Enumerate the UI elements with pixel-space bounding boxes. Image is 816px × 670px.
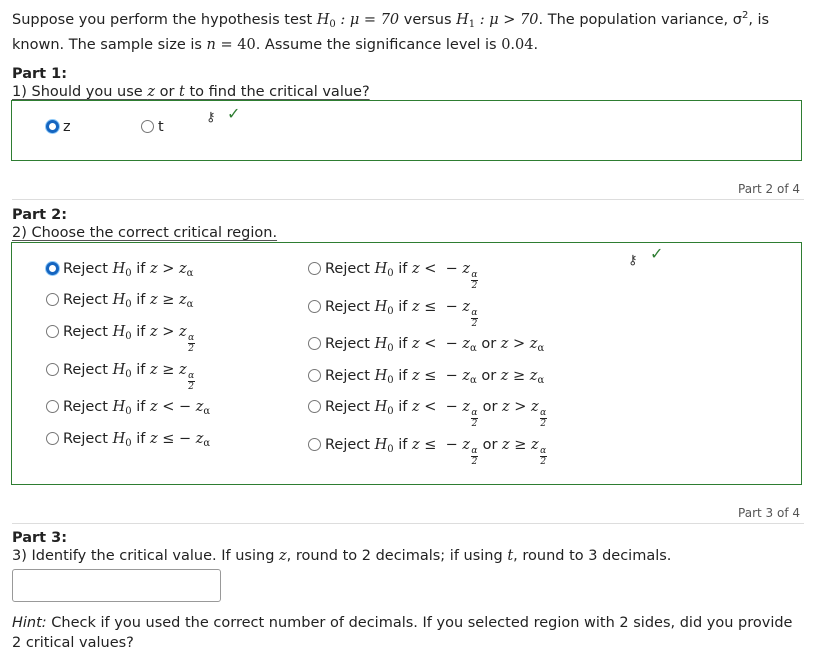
intro-text: known. The sample size is xyxy=(12,36,207,53)
option-text: if xyxy=(393,299,412,315)
option-text: Reject xyxy=(325,399,375,415)
hint-text: 2 critical values? xyxy=(12,635,134,651)
question-text: or xyxy=(154,84,180,100)
radio-unselected[interactable] xyxy=(308,262,321,275)
progress-part2: Part 2 of 4 xyxy=(738,182,800,196)
radio-selected[interactable] xyxy=(46,262,59,275)
option-text: if xyxy=(131,261,150,277)
option-text: if xyxy=(393,261,412,277)
radio-unselected[interactable] xyxy=(46,325,59,338)
radio-unselected[interactable] xyxy=(46,363,59,376)
significance-level: 0.04 xyxy=(501,36,534,53)
option-text: if xyxy=(393,399,412,415)
part1-title: Part 1: xyxy=(12,66,68,82)
section-divider xyxy=(12,199,804,200)
radio-selected[interactable] xyxy=(46,120,59,133)
option-z[interactable] xyxy=(46,119,71,135)
part3-question xyxy=(12,548,671,564)
option-text: Reject xyxy=(63,431,113,447)
option-text: if xyxy=(131,292,150,308)
progress-part3: Part 3 of 4 xyxy=(738,506,800,520)
radio-unselected[interactable] xyxy=(46,432,59,445)
t-symbol: t xyxy=(507,548,514,564)
option-text: if xyxy=(393,336,412,352)
intro-text: Suppose you perform the hypothesis test xyxy=(12,11,317,28)
radio-unselected[interactable] xyxy=(308,337,321,350)
option-t[interactable] xyxy=(141,119,164,135)
region-option-1[interactable]: Reject $H_0$ if $z > z_\alpha$ xyxy=(46,261,193,279)
option-text: Reject xyxy=(325,261,375,277)
h0-symbol: H xyxy=(316,11,330,28)
option-text: if xyxy=(131,324,150,340)
h0-statement: : μ = 70 xyxy=(335,11,400,28)
intro-text: , is xyxy=(748,11,770,28)
radio-unselected[interactable] xyxy=(308,369,321,382)
radio-unselected[interactable] xyxy=(308,438,321,451)
option-text: or xyxy=(477,399,503,415)
h1-symbol: H xyxy=(456,11,469,28)
option-text: Reject xyxy=(63,261,113,277)
region-option-12[interactable]: Reject $H_0$ if z ≤ − z $\frac{\alpha}{2}$ or z ≥ z $\frac{\alpha}{2}$ xyxy=(308,437,547,466)
intro-text: . xyxy=(533,36,539,53)
checkmark-icon: ✓ xyxy=(650,244,664,263)
option-text: or xyxy=(477,437,503,453)
part3-title: Part 3: xyxy=(12,530,68,546)
critical-value-input[interactable] xyxy=(12,569,221,602)
h1-statement: : μ > 70 xyxy=(475,11,539,28)
option-text: if xyxy=(131,431,150,447)
option-text: Reject xyxy=(63,399,113,415)
option-text: Reject xyxy=(325,299,375,315)
intro-text: . The population variance, σ xyxy=(538,11,742,28)
checkmark-icon: ✓ xyxy=(227,104,241,123)
hint-block xyxy=(12,613,792,653)
option-text: or xyxy=(476,368,501,384)
radio-unselected[interactable] xyxy=(308,300,321,313)
question-text: , round to 3 decimals. xyxy=(513,548,672,564)
option-text: Reject xyxy=(325,368,375,384)
hint-label: Hint: xyxy=(12,615,47,631)
key-icon[interactable]: ⚷ xyxy=(628,253,638,268)
region-option-6[interactable]: Reject $H_0$ if z ≤ − $z_\alpha$ xyxy=(46,431,210,449)
region-option-8[interactable]: Reject $H_0$ if z ≤ − z $\frac{\alpha}{2}$ xyxy=(308,299,478,328)
option-text: Reject xyxy=(325,437,375,453)
h0-subscript: 0 xyxy=(329,18,336,30)
radio-unselected[interactable] xyxy=(46,293,59,306)
question-text: to find the critical value? xyxy=(184,84,370,100)
option-text: if xyxy=(393,368,412,384)
h1-subscript: 1 xyxy=(468,18,476,30)
question-text: , round to 2 decimals; if using xyxy=(286,548,508,564)
option-label: z xyxy=(63,119,71,135)
versus-text: versus xyxy=(399,11,457,28)
region-option-2[interactable]: Reject $H_0$ if $z \ge z_\alpha$ xyxy=(46,292,193,310)
radio-unselected[interactable] xyxy=(141,120,154,133)
exponent: 2 xyxy=(741,10,749,21)
hint-text: Check if you used the correct number of decimals. If you selected region with 2 sides, did you provide xyxy=(46,615,793,631)
option-text: if xyxy=(131,399,150,415)
t-symbol: t xyxy=(179,84,185,100)
part2-question: 2) Choose the correct critical region. xyxy=(12,225,278,241)
option-text: Reject xyxy=(63,362,113,378)
sample-size: = 40 xyxy=(215,36,256,53)
region-option-3[interactable]: Reject $H_0$ if z > z $\frac{\alpha}{2}$ xyxy=(46,324,195,353)
radio-unselected[interactable] xyxy=(46,400,59,413)
region-option-10[interactable]: Reject $H_0$ if z ≤ − $z_\alpha$ or $z \ge z_\alpha$ xyxy=(308,368,544,386)
problem-statement xyxy=(12,6,802,55)
option-text: Reject xyxy=(63,324,113,340)
question-text: 1) Should you use xyxy=(12,84,148,100)
region-option-9[interactable]: Reject $H_0$ if z < − $z_\alpha$ or $z > z_\alpha$ xyxy=(308,336,544,354)
option-label: t xyxy=(158,119,164,135)
section-divider xyxy=(12,523,804,524)
intro-text: . Assume the significance level is xyxy=(255,36,502,53)
z-symbol: z xyxy=(147,84,155,100)
region-option-11[interactable]: Reject $H_0$ if z < − z $\frac{\alpha}{2}$ or z > z $\frac{\alpha}{2}$ xyxy=(308,399,547,428)
radio-unselected[interactable] xyxy=(308,400,321,413)
question-text: 3) Identify the critical value. If using xyxy=(12,548,280,564)
option-text: or xyxy=(476,336,501,352)
part2-title: Part 2: xyxy=(12,207,68,223)
part1-answer-box xyxy=(11,100,802,161)
z-symbol: z xyxy=(279,548,287,564)
region-option-4[interactable]: Reject $H_0$ if z ≥ z $\frac{\alpha}{2}$ xyxy=(46,362,195,391)
n-symbol: n xyxy=(206,36,216,53)
part1-question xyxy=(12,84,370,100)
option-text: Reject xyxy=(63,292,113,308)
option-text: Reject xyxy=(325,336,375,352)
option-text: if xyxy=(131,362,150,378)
key-icon[interactable]: ⚷ xyxy=(206,110,216,125)
option-text: if xyxy=(393,437,412,453)
region-option-7[interactable]: Reject $H_0$ if z < − z $\frac{\alpha}{2}$ xyxy=(308,261,478,290)
region-option-5[interactable]: Reject $H_0$ if z < − $z_\alpha$ xyxy=(46,399,210,417)
